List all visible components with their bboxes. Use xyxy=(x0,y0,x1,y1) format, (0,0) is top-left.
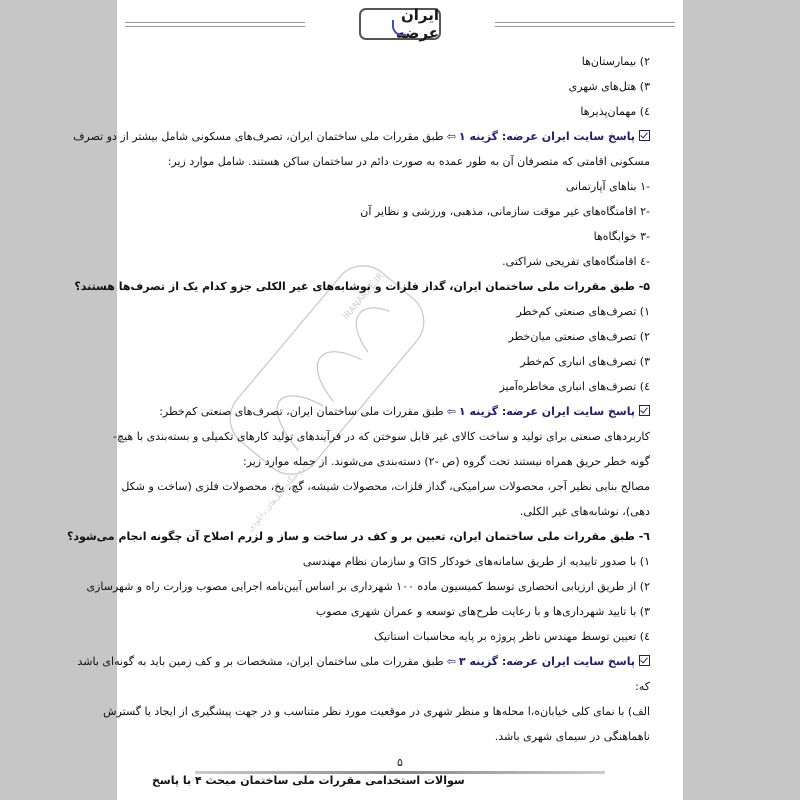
arrow-left-icon: ⇦ xyxy=(446,130,456,143)
q4-answer-item-4: -٤ اقامتگاه‌های تفریحی شراکتی. xyxy=(502,255,650,268)
q6-answer-label: پاسخ سایت ایران عرضه: گزینه ۳ xyxy=(458,655,635,668)
q5-answer-line-4: مصالح بنایی نظیر آجر، محصولات سرامیکی، گداز فلزات، محصولات شیشه، گچ، یخ، محصولات فلزی (ساخت و شکل xyxy=(121,480,650,493)
q4-answer-line-2: مسکونی اقامتی که متصرفان آن به طور عمده به صورت دائم در ساختمان ساکن هستند. شامل موارد زیر: xyxy=(167,155,650,168)
footer-title: سوالات استخدامی مقررات ملی ساختمان مبحث ۴ با پاسخ xyxy=(152,774,465,787)
q6-answer-text: طبق مقررات ملی ساختمان ایران، مشخصات بر و کف زمین باید به گونه‌ای باشد xyxy=(77,655,444,668)
watermark-url: IRANARZE.IR xyxy=(341,271,387,322)
page-number: ۵ xyxy=(397,756,403,769)
q4-option-2: ۲) بیمارستان‌ها xyxy=(581,55,650,68)
document-body xyxy=(66,49,650,749)
q6-answer-line-4: ناهماهنگی در سیمای شهری باشد. xyxy=(494,730,650,743)
arrow-left-icon: ⇦ xyxy=(446,655,456,668)
q4-answer-label: پاسخ سایت ایران عرضه: گزینه ۱ xyxy=(458,130,635,143)
header-rule-left xyxy=(125,22,305,27)
q5-question: ۵- طبق مقررات ملی ساختمان ایران، گداز فلزات و نوشابه‌های غیر الکلی جزو کدام یک از تصرف‌ها هستند؟ xyxy=(74,280,650,293)
q5-answer-label: پاسخ سایت ایران عرضه: گزینه ۱ xyxy=(458,405,635,418)
q5-answer-line-3: گونه خطر حریق همراه نیستند تحت گروه (ص -۲) دسته‌بندی می‌شوند. از جمله موارد زیر: xyxy=(242,455,650,468)
q5-answer-line-5: دهی)، نوشابه‌های غیر الکلی. xyxy=(519,505,650,518)
q5-option-4: ٤) تصرف‌های انباری مخاطره‌آمیز xyxy=(499,380,650,393)
q6-option-3: ۳) با تایید شهرداری‌ها و با رعایت طرح‌های توسعه و عمران شهری مصوب xyxy=(315,605,650,618)
q6-option-1: ۱) با صدور تاییدیه از طریق سامانه‌های خودکار GIS و سازمان نظام مهندسی xyxy=(302,555,650,568)
q4-option-3: ۳) هتل‌های شهری xyxy=(568,80,650,93)
q5-option-2: ۲) تصرف‌های صنعتی میان‌خطر xyxy=(508,330,650,343)
q4-answer-text: طبق مقررات ملی ساختمان ایران، تصرف‌های مسکونی شامل بیشتر از دو تصرف xyxy=(73,130,444,143)
q4-option-4: ٤) مهمان‌پذیرها xyxy=(580,105,650,118)
q6-answer-line-1 xyxy=(77,649,650,674)
checkbox-checked-icon xyxy=(639,130,650,141)
q6-option-4: ٤) تعیین توسط مهندس ناظر پروژه بر پایه محاسبات استاتیک xyxy=(374,630,650,643)
q4-answer-line-1 xyxy=(73,124,650,149)
q6-answer-line-2: که: xyxy=(635,680,650,693)
page-header xyxy=(117,0,683,40)
checkbox-checked-icon xyxy=(639,405,650,416)
q6-answer-line-3: الف) با نمای کلی خیابان‌ه،ا محله‌ها و منظر شهری در موقعیت مورد نظر متناسب و در جهت پیشگیری از ایجاد یا گسترش xyxy=(103,705,650,718)
arrow-left-icon: ⇦ xyxy=(446,405,456,418)
q5-answer-line-2: کاربردهای صنعتی برای تولید و ساخت کالای غیر قابل سوختن که در فرآیندهای تولید کارهای تکمیلی و بسته‌بندی با هیچ- xyxy=(113,430,650,443)
header-rule-right xyxy=(495,22,675,27)
q4-answer-item-1: -۱ بناهای آپارتمانی xyxy=(565,180,650,193)
q4-answer-item-3: -۳ خوابگاه‌ها xyxy=(593,230,650,243)
q4-answer-item-2: -۲ اقامتگاه‌های غیر موقت سازمانی، مذهبی، ورزشی و نظایر آن xyxy=(360,205,650,218)
q5-answer-text: طبق مقررات ملی ساختمان ایران، تصرف‌های صنعتی کم‌خطر: xyxy=(159,405,444,418)
document-page xyxy=(66,0,683,800)
q5-option-3: ۳) تصرف‌های انباری کم‌خطر xyxy=(520,355,650,368)
checkbox-checked-icon xyxy=(639,655,650,666)
watermark-caption: فروشگاه فایل‌های دانلودی xyxy=(245,460,309,533)
q6-question: ٦- طبق مقررات ملی ساختمان ایران، تعیین بر و کف در ساخت و ساز و لزرم اصلاح آن چگونه انجام می‌شود؟ xyxy=(66,530,650,543)
iranarze-logo xyxy=(359,8,441,40)
q5-answer-line-1 xyxy=(152,399,650,424)
logo-text: ایران عرضه xyxy=(395,6,439,42)
q5-option-1: ۱) تصرف‌های صنعتی کم‌خطر xyxy=(516,305,650,318)
q6-option-2: ۲) از طریق ارزیابی انحصاری توسط کمیسیون ماده ۱۰۰ شهرداری بر اساس آیین‌نامه اجرایی مصوب وزارت راه و شهرسازی xyxy=(86,580,650,593)
